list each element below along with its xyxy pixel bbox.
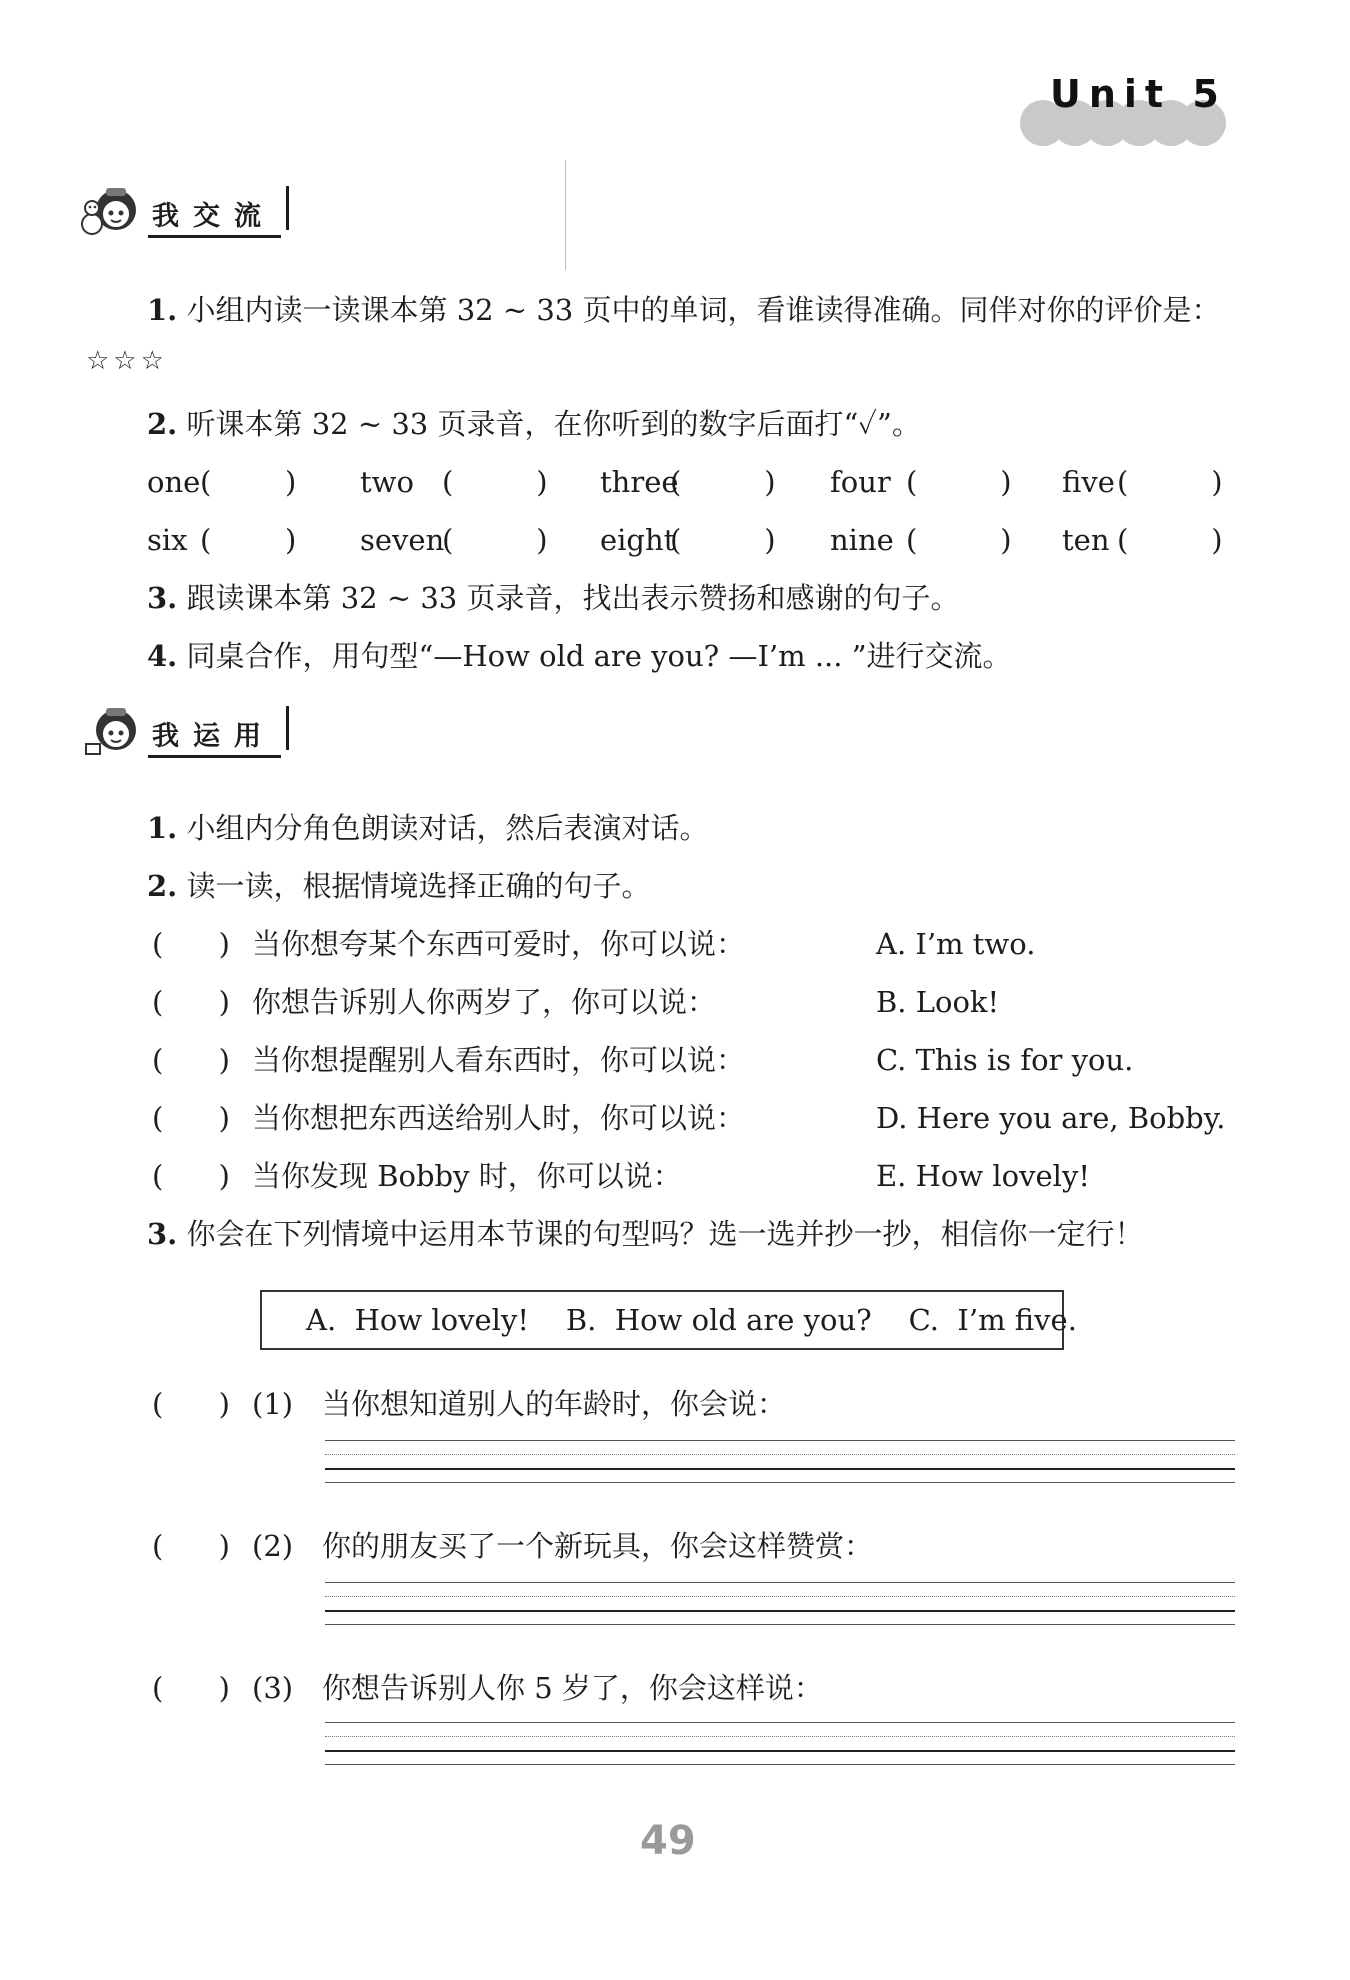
options-box (260, 1290, 1077, 1350)
s1-q3-text: 跟读课本第 32 ~ 33 页录音，找出表示赞扬和感谢的句子。 (186, 581, 960, 615)
section-communicate-heading (80, 180, 320, 240)
s1-q3 (147, 578, 959, 618)
match-blank[interactable]: ( ) (152, 1043, 230, 1077)
match-blank[interactable]: ( ) (152, 985, 230, 1019)
option-item: C. This is for you. (876, 1043, 1134, 1077)
s2-q1 (147, 808, 709, 848)
section-apply-title: 我运用 (148, 714, 281, 758)
blank-nine[interactable]: ( ) (906, 523, 1012, 557)
scenario-label: (2) (252, 1529, 294, 1563)
s2-q3-text: 你会在下列情境中运用本节课的句型吗？选一选并抄一抄，相信你一定行！ (186, 1217, 1144, 1251)
s2-q2-text: 读一读，根据情境选择正确的句子。 (186, 869, 651, 903)
word-one: one (147, 465, 201, 499)
option-item: B. Look! (876, 985, 1000, 1019)
choice-blank[interactable]: ( ) (152, 1387, 230, 1421)
scenario-text: 当你想知道别人的年龄时，你会说： (322, 1387, 787, 1421)
s2-q2 (147, 866, 651, 906)
match-blank[interactable]: ( ) (152, 1159, 230, 1193)
situation-item: 当你想提醒别人看东西时，你可以说： (252, 1043, 746, 1077)
s1-q2-number: 2. (147, 407, 178, 441)
option-item: E. How lovely! (876, 1159, 1090, 1193)
blank-ten[interactable]: ( ) (1117, 523, 1223, 557)
situation-item: 当你想夸某个东西可爱时，你可以说： (252, 927, 746, 961)
s1-q1-number: 1. (147, 293, 178, 327)
writing-lines[interactable] (325, 1722, 1235, 1778)
option-item: A. I’m two. (876, 927, 1036, 961)
word-ten: ten (1062, 523, 1110, 557)
blank-one[interactable]: ( ) (200, 465, 297, 499)
writing-lines[interactable] (325, 1440, 1235, 1496)
word-eight: eight (600, 523, 676, 557)
options-box-text: A. How lovely! B. How old are you? C. I’m five. (306, 1303, 1077, 1337)
situation-item: 你想告诉别人你两岁了，你可以说： (252, 985, 717, 1019)
unit-badge (1020, 70, 1240, 130)
rating-stars[interactable]: ☆☆☆ (86, 346, 168, 376)
s1-q1-text: 小组内读一读课本第 32 ~ 33 页中的单词，看谁读得准确。同伴对你的评价是： (186, 293, 1221, 327)
mascot-girl-icon (80, 700, 144, 764)
blank-eight[interactable]: ( ) (670, 523, 776, 557)
blank-three[interactable]: ( ) (670, 465, 776, 499)
scenario-label: (1) (252, 1387, 294, 1421)
word-four: four (830, 465, 891, 499)
s2-q3-number: 3. (147, 1217, 178, 1251)
word-five: five (1062, 465, 1115, 499)
section-apply-heading (80, 700, 320, 760)
match-blank[interactable]: ( ) (152, 1101, 230, 1135)
word-nine: nine (830, 523, 894, 557)
scenario-text: 你想告诉别人你 5 岁了，你会这样说： (322, 1671, 823, 1705)
scenario-label: (3) (252, 1671, 294, 1705)
s1-q2-text: 听课本第 32 ~ 33 页录音，在你听到的数字后面打“✓”。 (186, 407, 921, 441)
s2-q3 (147, 1214, 1144, 1254)
s1-q1 (147, 290, 1220, 330)
writing-lines[interactable] (325, 1582, 1235, 1638)
word-three: three (600, 465, 679, 499)
match-blank[interactable]: ( ) (152, 927, 230, 961)
word-six: six (147, 523, 188, 557)
blank-four[interactable]: ( ) (906, 465, 1012, 499)
s1-q4-text: 同桌合作，用句型“—How old are you? —I’m ... ”进行交流。 (186, 639, 1012, 673)
section-communicate-title: 我交流 (148, 194, 281, 238)
situation-item: 当你发现 Bobby 时，你可以说： (252, 1159, 682, 1193)
page-crease (565, 160, 568, 270)
s1-q4-number: 4. (147, 639, 178, 673)
choice-blank[interactable]: ( ) (152, 1671, 230, 1705)
s1-q4 (147, 636, 1012, 676)
option-item: D. Here you are, Bobby. (876, 1101, 1226, 1135)
s2-q1-number: 1. (147, 811, 178, 845)
choice-blank[interactable]: ( ) (152, 1529, 230, 1563)
blank-six[interactable]: ( ) (200, 523, 297, 557)
blank-five[interactable]: ( ) (1117, 465, 1223, 499)
situation-item: 当你想把东西送给别人时，你可以说： (252, 1101, 746, 1135)
blank-two[interactable]: ( ) (442, 465, 548, 499)
word-two: two (360, 465, 414, 499)
page-number: 49 (640, 1818, 696, 1864)
s1-q2 (147, 404, 921, 444)
blank-seven[interactable]: ( ) (442, 523, 548, 557)
s2-q1-text: 小组内分角色朗读对话，然后表演对话。 (186, 811, 709, 845)
word-seven: seven (360, 523, 445, 557)
mascot-girl-icon (80, 180, 144, 244)
scenario-text: 你的朋友买了一个新玩具，你会这样赞赏： (322, 1529, 874, 1563)
s2-q2-number: 2. (147, 869, 178, 903)
unit-title: Unit 5 (1050, 72, 1227, 116)
s1-q3-number: 3. (147, 581, 178, 615)
